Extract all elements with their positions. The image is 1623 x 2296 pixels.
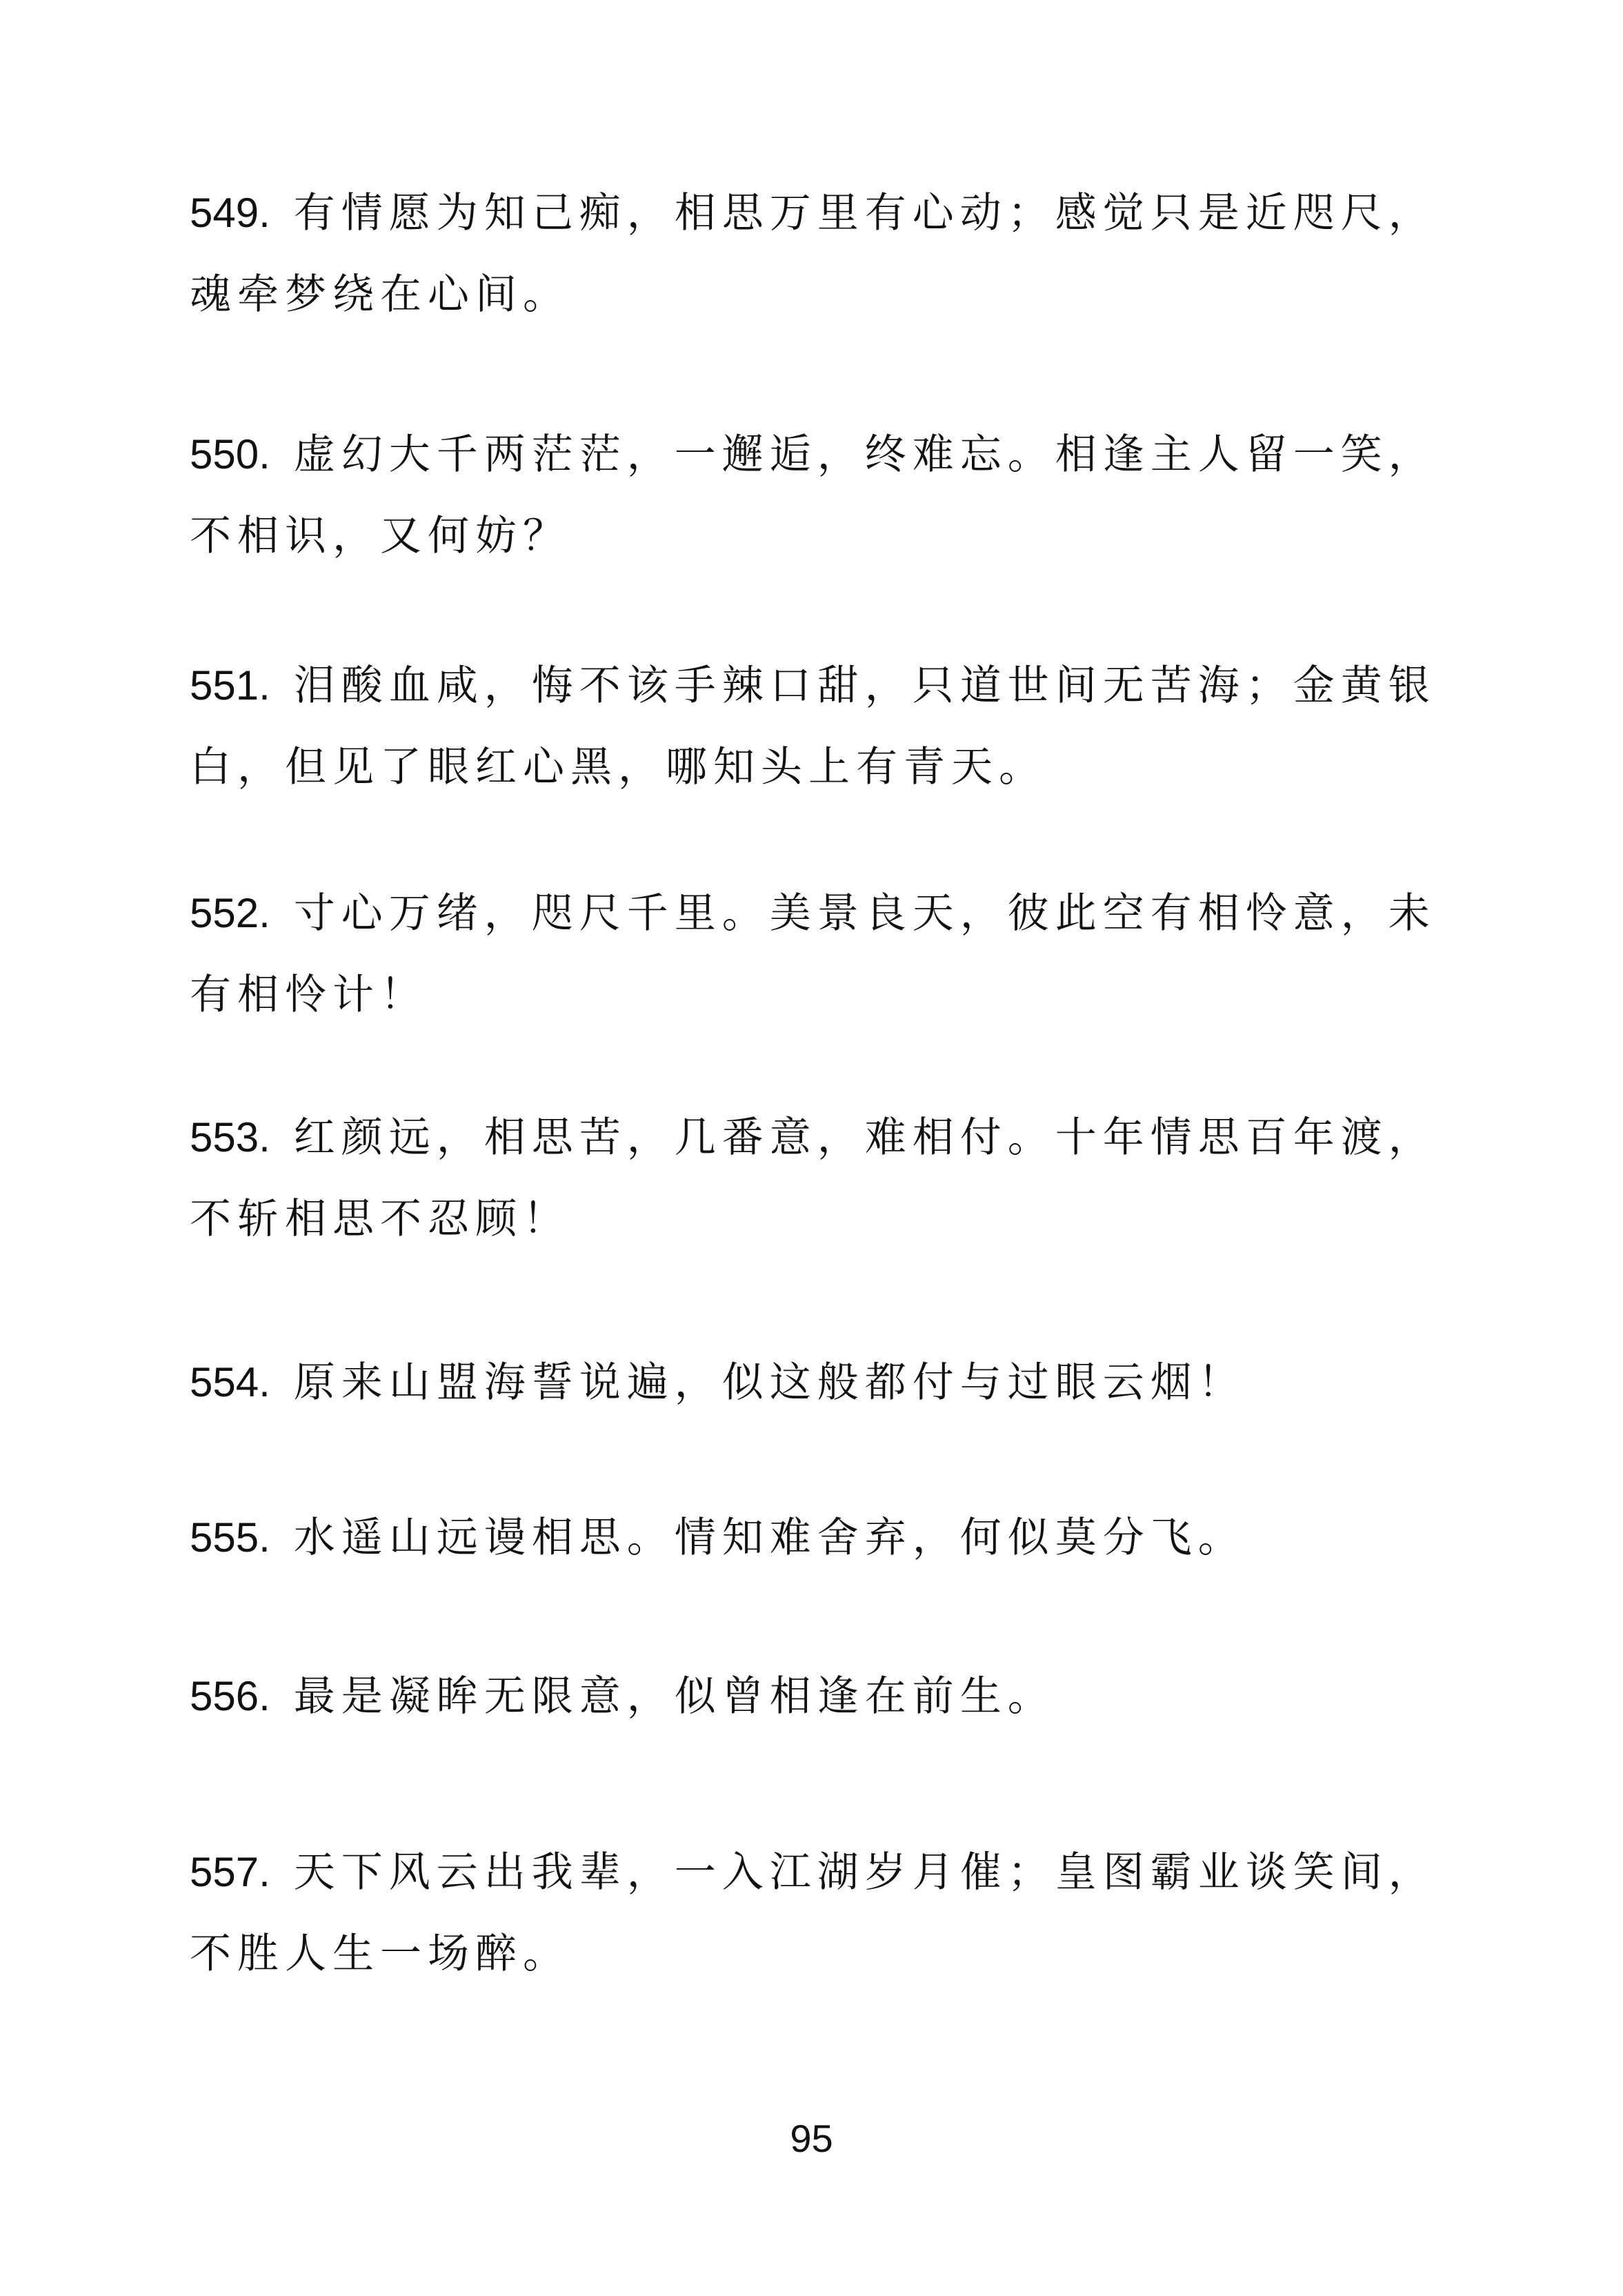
- entry-text: 泪酸血咸，悔不该手辣口甜，只道世间无苦海；金黄银白，但见了眼红心黑，哪知头上有青天。: [190, 662, 1436, 791]
- entry-text: 红颜远，相思苦，几番意，难相付。十年情思百年渡，不斩相思不忍顾！: [190, 1114, 1436, 1243]
- entry-number: 556.: [190, 1673, 270, 1719]
- entry-text: 水遥山远谩相思。情知难舍弃，何似莫分飞。: [293, 1514, 1246, 1562]
- entry-number: 550.: [190, 431, 270, 477]
- entry-number: 549.: [190, 190, 270, 236]
- entry-number: 551.: [190, 662, 270, 709]
- entry-555: [190, 1497, 1459, 1578]
- entry-text: 有情愿为知己痴，相思万里有心动；感觉只是近咫尺，魂牵梦绕在心间。: [190, 189, 1436, 319]
- entry-553: [190, 1097, 1459, 1260]
- entry-text: 寸心万绪，咫尺千里。美景良天，彼此空有相怜意，未有相怜计！: [190, 889, 1436, 1019]
- entry-556: [190, 1656, 1459, 1737]
- entry-number: 552.: [190, 890, 270, 936]
- entry-554: [190, 1342, 1459, 1423]
- page-number: 95: [790, 2117, 833, 2160]
- entry-557: [190, 1832, 1459, 1995]
- entry-number: 553.: [190, 1114, 270, 1160]
- entry-text: 原来山盟海誓说遍，似这般都付与过眼云烟！: [293, 1358, 1246, 1407]
- entry-text: 虚幻大千两茫茫，一邂逅，终难忘。相逢主人留一笑，不相识，又何妨？: [190, 430, 1436, 560]
- entry-text: 天下风云出我辈，一入江湖岁月催；皇图霸业谈笑间，不胜人生一场醉。: [190, 1848, 1436, 1978]
- entry-552: [190, 873, 1459, 1036]
- entry-number: 555.: [190, 1514, 270, 1561]
- entry-number: 554.: [190, 1359, 270, 1405]
- entry-text: 最是凝眸无限意，似曾相逢在前生。: [293, 1672, 1055, 1721]
- entry-number: 557.: [190, 1849, 270, 1895]
- entry-550: [190, 414, 1459, 577]
- entry-551: [190, 645, 1459, 808]
- entry-549: [190, 172, 1459, 335]
